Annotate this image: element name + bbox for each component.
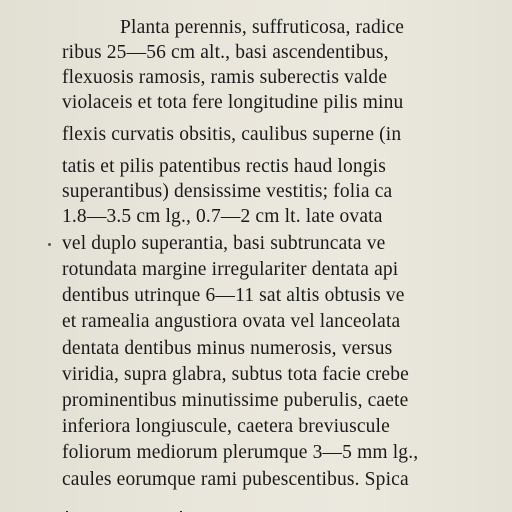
cut-off-glyphs <box>62 505 512 512</box>
text-line-13: dentata dentibus minus numerosis, versus <box>62 338 393 359</box>
text-line-14: viridia, supra glabra, subtus tota facie crebe <box>62 364 409 385</box>
text-line-16: inferiora longiuscule, caetera breviuscule <box>62 416 390 437</box>
text-line-17: foliorum mediorum plerumque 3—5 mm lg., <box>62 442 419 463</box>
margin-speck <box>48 243 51 246</box>
text-line-10: rotundata margine irregulariter dentata api <box>62 259 399 280</box>
text-line-12: et ramealia angustiora ovata vel lanceolata <box>62 311 401 332</box>
cut-off-line-fragment <box>62 504 512 512</box>
text-line-8: 1.8—3.5 cm lg., 0.7—2 cm lt. late ovata <box>62 206 383 227</box>
text-line-5: flexis curvatis obsitis, caulibus superne (in <box>62 124 402 145</box>
text-line-1: Planta perennis, suffruticosa, radice <box>120 17 405 38</box>
text-line-9: vel duplo superantia, basi subtruncata ve <box>62 233 386 254</box>
text-line-7: superantibus) densissime vestitis; folia ca <box>62 181 393 202</box>
text-line-15: prominentibus minutissime puberulis, caete <box>62 390 409 411</box>
text-line-2: ribus 25—56 cm alt., basi ascendentibus, <box>62 42 389 63</box>
text-line-18: caules eorumque rami pubescentibus. Spica <box>62 469 409 490</box>
text-line-4: violaceis et tota fere longitudine pilis minu <box>62 92 404 113</box>
text-line-3: flexuosis ramosis, ramis suberectis valde <box>62 67 388 88</box>
text-line-6: tatis et pilis patentibus rectis haud longis <box>62 156 386 177</box>
text-line-11: dentibus utrinque 6—11 sat altis obtusis ve <box>62 285 405 306</box>
